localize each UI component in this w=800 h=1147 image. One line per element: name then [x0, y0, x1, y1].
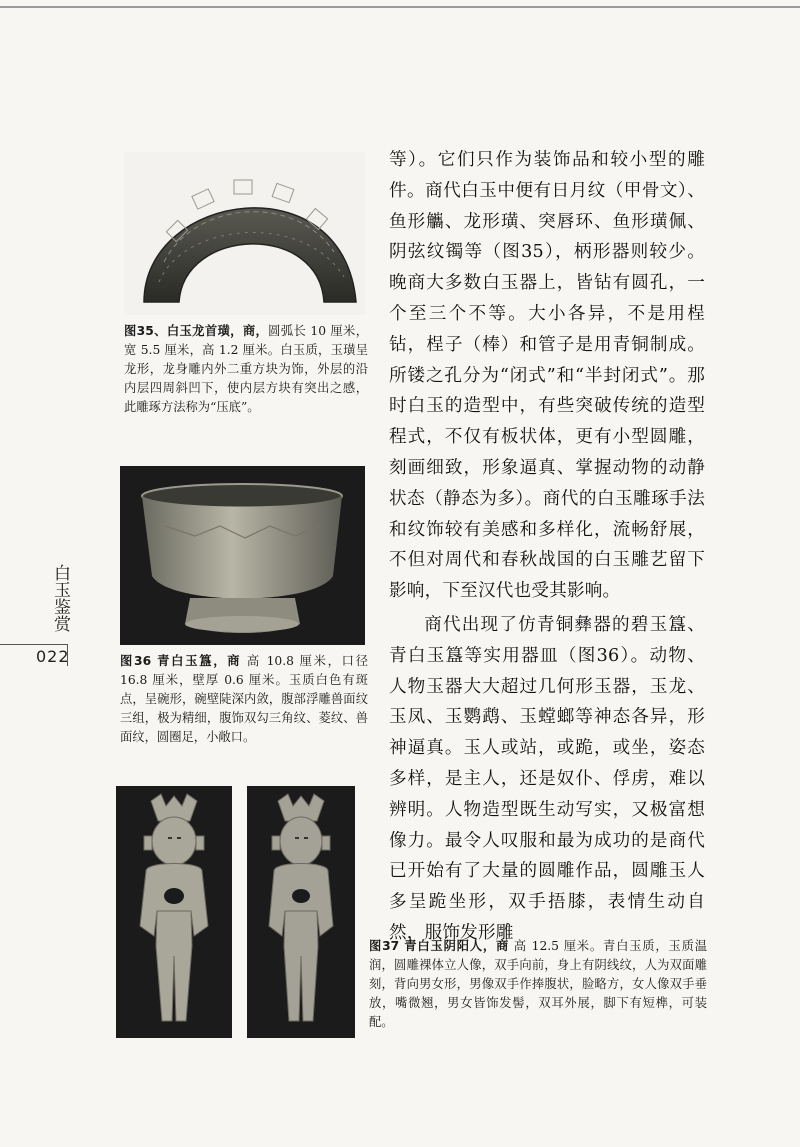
figure-35-caption-title: 图35、白玉龙首璜，商，: [124, 324, 269, 338]
figure-36-caption: [120, 652, 368, 747]
figure-37-image-right: [247, 786, 355, 1038]
figure-35-image: [124, 152, 365, 315]
sidebar-title: 白玉鉴赏: [50, 564, 70, 632]
page-number: 022: [36, 647, 70, 666]
figure-35-caption-text: 圆弧长 10 厘米，宽 5.5 厘米，高 1.2 厘米。白玉质，玉璜呈龙形，龙身雕内外二重方块为饰，外层的沿内层四周斜凹下，使内层方块有突出之感，此雕琢方法称为“压底”。: [124, 324, 368, 414]
body-text: [389, 145, 705, 949]
figure-37-caption-title: 图37 青白玉阴阳人，商: [369, 939, 510, 953]
body-paragraph-1: 等）。它们只作为装饰品和较小型的雕件。商代白玉中便有日月纹（甲骨文）、鱼形觿、龙形璜、突唇环、鱼形璜佩、阴弦纹镯等（图35），柄形器则较少。晚商大多数白玉器上，皆钻有圆孔，一个至三个不等。大小各异，不是用桯钻，桯子（棒）和管子是用青铜制成。所镂之孔分为“闭式”和“半封闭式”。那时白玉的造型中，有些突破传统的造型程式，不仅有板状体，更有小型圆雕，刻画细致，形象逼真、掌握动物的动静状态（静态为多）。商代的白玉雕琢手法和纹饰较有美感和多样化，流畅舒展，不但对周代和春秋战国的白玉雕艺留下影响，下至汉代也受其影响。: [389, 150, 705, 602]
figure-37-image-left: [116, 786, 232, 1038]
figure-37-caption: [369, 937, 707, 1032]
figure-36-caption-title: 图36 青白玉簋，商: [120, 654, 242, 668]
body-paragraph-2: 商代出现了仿青铜彝器的碧玉簋、青白玉簋等实用器皿（图36）。动物、人物玉器大大超过几何形玉器，玉龙、玉凤、玉鹦鹉、玉螳螂等神态各异，形神逼真。玉人或站，或跪，或坐，姿态多样，是主人，还是奴仆、俘虏，难以辨明。人物造型既生动写实，又极富想像力。最令人叹服和最为成功的是商代已开始有了大量的圆雕作品，圆雕玉人多呈跪坐形，双手捂膝，表情生动自然，服饰发形雕: [389, 614, 705, 943]
figure-37-caption-text: 高 12.5 厘米。青白玉质，玉质温润，圆雕裸体立人像，双手向前，身上有阴线纹，人为双面雕刻，背向男女形，男像双手作捧腹状，脸略方，女人像双手垂放，嘴微翘，男女皆饰发髻，双耳外展，脚下有短榫，可装配。: [369, 939, 707, 1029]
figure-36-image: [120, 466, 365, 645]
top-rule: [0, 6, 800, 8]
figure-35-caption: [124, 322, 368, 417]
sidebar-rule: [0, 644, 68, 645]
figure-36-caption-text: 高 10.8 厘米，口径 16.8 厘米，壁厚 0.6 厘米。玉质白色有斑点，呈碗形，碗壁陡深内敛，腹部浮雕兽面纹三组，极为精细，腹饰双勾三角纹、菱纹、兽面纹，圆圈足，小敞口。: [120, 654, 368, 744]
